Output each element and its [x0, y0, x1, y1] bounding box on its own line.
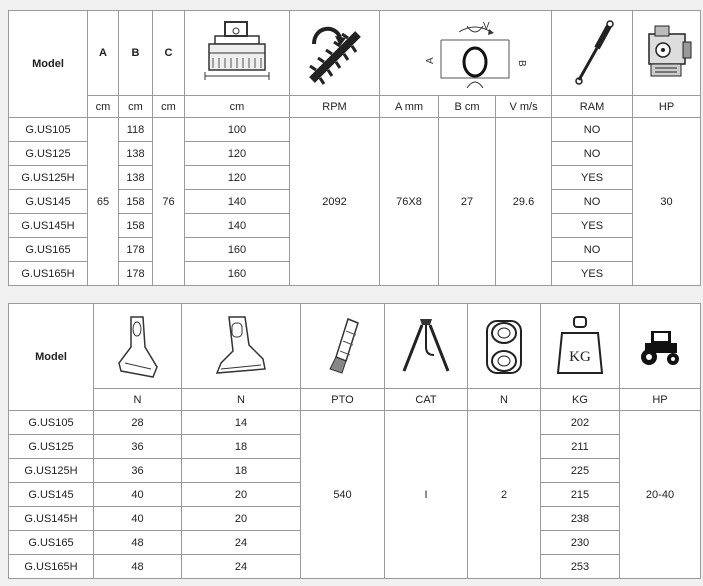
- model-cell: G.US125: [9, 435, 94, 459]
- unit-kg: KG: [541, 389, 620, 411]
- ram-value: NO: [552, 238, 633, 262]
- a-value: 65: [88, 118, 119, 286]
- c-value: 76: [153, 118, 185, 286]
- b-value: 178: [119, 262, 153, 286]
- blade-count: 20: [182, 483, 301, 507]
- model-cell: G.US165H: [9, 262, 88, 286]
- unit-pto: PTO: [301, 389, 385, 411]
- cat-value: I: [385, 411, 468, 579]
- blade-count: 20: [182, 507, 301, 531]
- model-cell: G.US145H: [9, 507, 94, 531]
- v-value: 29.6: [496, 118, 552, 286]
- dimension-b-header: B: [119, 11, 153, 96]
- model-cell: G.US105: [9, 411, 94, 435]
- hammer-count: 48: [94, 531, 182, 555]
- weight-value: 202: [541, 411, 620, 435]
- unit-hp: HP: [620, 389, 701, 411]
- pto-value: 540: [301, 411, 385, 579]
- tractor-icon: [620, 304, 701, 389]
- blade-count: 24: [182, 531, 301, 555]
- model-cell: G.US125H: [9, 166, 88, 190]
- width-value: 140: [185, 190, 290, 214]
- model-cell: G.US165: [9, 238, 88, 262]
- width-value: 100: [185, 118, 290, 142]
- table-row: [9, 118, 701, 142]
- y-blade-icon: [182, 304, 301, 389]
- model-cell: G.US125H: [9, 459, 94, 483]
- hydraulic-gearbox-icon: [633, 11, 701, 96]
- b-value: 158: [119, 190, 153, 214]
- width-value: 160: [185, 238, 290, 262]
- model-cell: G.US165: [9, 531, 94, 555]
- dimension-c-header: C: [153, 11, 185, 96]
- model-cell: G.US145H: [9, 214, 88, 238]
- unit-cat: CAT: [385, 389, 468, 411]
- specs-table-2: [8, 303, 701, 579]
- belt-label-a: A: [424, 57, 436, 64]
- blade-count: 18: [182, 435, 301, 459]
- unit-a-mm: A mm: [380, 96, 439, 118]
- model-header: Model: [9, 11, 88, 118]
- a-mm-value: 76X8: [380, 118, 439, 286]
- hp-range: 20-40: [620, 411, 701, 579]
- weight-value: 225: [541, 459, 620, 483]
- model-header: Model: [9, 304, 94, 411]
- model-cell: G.US145: [9, 190, 88, 214]
- b-value: 178: [119, 238, 153, 262]
- model-cell: G.US125: [9, 142, 88, 166]
- belt-roll-icon: [468, 304, 541, 389]
- hammer-count: 36: [94, 459, 182, 483]
- width-value: 160: [185, 262, 290, 286]
- width-value: 120: [185, 142, 290, 166]
- specs-table-1: [8, 10, 701, 286]
- ram-value: YES: [552, 262, 633, 286]
- unit-b: cm: [119, 96, 153, 118]
- b-value: 138: [119, 166, 153, 190]
- blade-count: 24: [182, 555, 301, 579]
- unit-n2: N: [182, 389, 301, 411]
- unit-rpm: RPM: [290, 96, 380, 118]
- weight-value: 230: [541, 531, 620, 555]
- unit-hp: HP: [633, 96, 701, 118]
- ram-value: NO: [552, 190, 633, 214]
- hammer-blade-icon: [94, 304, 182, 389]
- hammer-count: 40: [94, 483, 182, 507]
- weight-value: 238: [541, 507, 620, 531]
- unit-c: cm: [153, 96, 185, 118]
- three-point-hitch-icon: [385, 304, 468, 389]
- unit-n1: N: [94, 389, 182, 411]
- width-value: 120: [185, 166, 290, 190]
- unit-a: cm: [88, 96, 119, 118]
- hp-value: 30: [633, 118, 701, 286]
- weight-value: 215: [541, 483, 620, 507]
- ram-value: NO: [552, 142, 633, 166]
- flail-mower-dimension-icon: [185, 11, 290, 96]
- rotor-rotation-icon: [290, 11, 380, 96]
- b-cm-value: 27: [439, 118, 496, 286]
- belt-label-v: V: [482, 21, 490, 32]
- hammer-count: 40: [94, 507, 182, 531]
- hammer-count: 28: [94, 411, 182, 435]
- unit-ram: RAM: [552, 96, 633, 118]
- blade-count: 14: [182, 411, 301, 435]
- weight-kg-icon: [541, 304, 620, 389]
- belt-section-icon: [380, 11, 552, 96]
- hammer-count: 36: [94, 435, 182, 459]
- pto-shaft-icon: [301, 304, 385, 389]
- hammer-count: 48: [94, 555, 182, 579]
- unit-width: cm: [185, 96, 290, 118]
- b-value: 158: [119, 214, 153, 238]
- model-cell: G.US105: [9, 118, 88, 142]
- ram-value: NO: [552, 118, 633, 142]
- unit-v: V m/s: [496, 96, 552, 118]
- b-value: 118: [119, 118, 153, 142]
- gas-strut-icon: [552, 11, 633, 96]
- belt-label-b: B: [515, 60, 527, 67]
- belt-count: 2: [468, 411, 541, 579]
- unit-belts: N: [468, 389, 541, 411]
- table-row: [9, 411, 701, 435]
- kg-label: KG: [569, 349, 591, 365]
- ram-value: YES: [552, 166, 633, 190]
- ram-value: YES: [552, 214, 633, 238]
- blade-count: 18: [182, 459, 301, 483]
- model-cell: G.US145: [9, 483, 94, 507]
- dimension-a-header: A: [88, 11, 119, 96]
- b-value: 138: [119, 142, 153, 166]
- weight-value: 211: [541, 435, 620, 459]
- model-cell: G.US165H: [9, 555, 94, 579]
- rpm-value: 2092: [290, 118, 380, 286]
- weight-value: 253: [541, 555, 620, 579]
- width-value: 140: [185, 214, 290, 238]
- unit-b-cm: B cm: [439, 96, 496, 118]
